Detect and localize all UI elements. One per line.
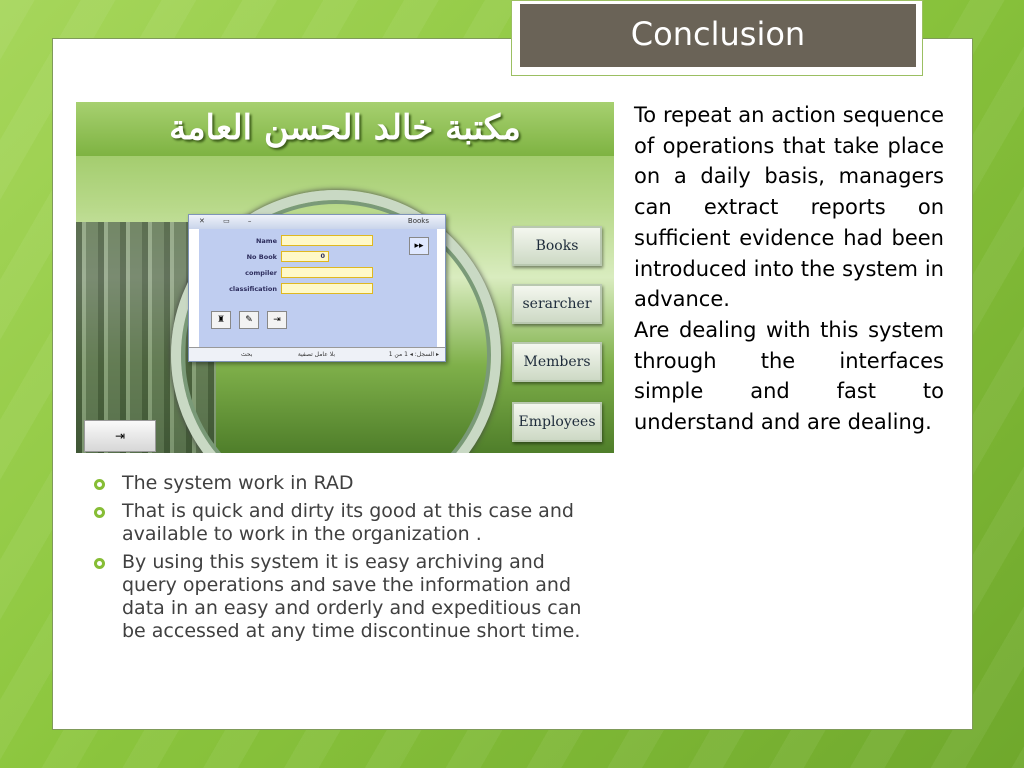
search-field[interactable]: بحث	[241, 351, 253, 358]
bullet-circle-icon	[94, 507, 105, 518]
app-screenshot	[76, 102, 614, 453]
books-button[interactable]: Books	[512, 226, 602, 266]
exit-door-icon: ⇥	[114, 429, 126, 443]
title-tab	[511, 0, 923, 76]
field-row-compiler	[199, 267, 437, 279]
members-button[interactable]: Members	[512, 342, 602, 382]
field-label: classification	[229, 285, 277, 293]
edit-icon[interactable]: ✎	[239, 311, 259, 329]
searcher-button[interactable]: serarcher	[512, 284, 602, 324]
exit-button[interactable]	[84, 420, 156, 452]
right-text-block	[634, 100, 944, 438]
list-item: The system work in RAD	[92, 472, 592, 495]
name-input[interactable]	[281, 235, 373, 246]
next-record-button[interactable]: ▸▸	[409, 237, 429, 255]
no-book-input[interactable]: 0	[281, 251, 329, 262]
app-banner: مكتبة خالد الحسن العامة	[76, 102, 614, 156]
bullet-circle-icon	[94, 479, 105, 490]
list-item: That is quick and dirty its good at this case and available to work in the organization .	[92, 500, 592, 546]
field-row-no-book	[199, 251, 437, 263]
field-label: Name	[255, 237, 277, 245]
employees-button[interactable]: Employees	[512, 402, 602, 442]
dialog-body	[199, 229, 437, 347]
compiler-input[interactable]	[281, 267, 373, 278]
field-row-classification	[199, 283, 437, 295]
bullet-list	[92, 472, 592, 648]
dialog-title: Books	[407, 217, 429, 225]
field-label: No Book	[246, 253, 277, 261]
paragraph: Are dealing with this system through the interfaces simple and fast to understand and are dealing.	[634, 317, 944, 435]
books-dialog	[188, 214, 446, 362]
filter-status[interactable]: بلا عامل تصفية	[297, 351, 335, 358]
slide-title: Conclusion	[520, 4, 916, 67]
classification-input[interactable]	[281, 283, 373, 294]
field-row-name	[199, 235, 437, 247]
record-navigator	[189, 347, 445, 361]
bullet-circle-icon	[94, 558, 105, 569]
window-controls-icon[interactable]: ✕ ▭ –	[199, 217, 260, 225]
field-label: compiler	[245, 269, 277, 277]
record-label[interactable]: السجل: ◂ 1 من 1 ▸	[388, 351, 439, 358]
search-binoculars-icon[interactable]: ♜	[211, 311, 231, 329]
exit-door-icon[interactable]: ⇥	[267, 311, 287, 329]
paragraph: To repeat an action sequence of operations that take place on a daily basis, managers can extract reports on sufficient evidence had been introduced into the system in advance.	[634, 103, 944, 312]
dialog-titlebar	[189, 215, 445, 229]
list-item: By using this system it is easy archiving and query operations and save the information and data in an easy and orderly and expeditious can be accessed at any time discontinue short time.	[92, 551, 592, 643]
